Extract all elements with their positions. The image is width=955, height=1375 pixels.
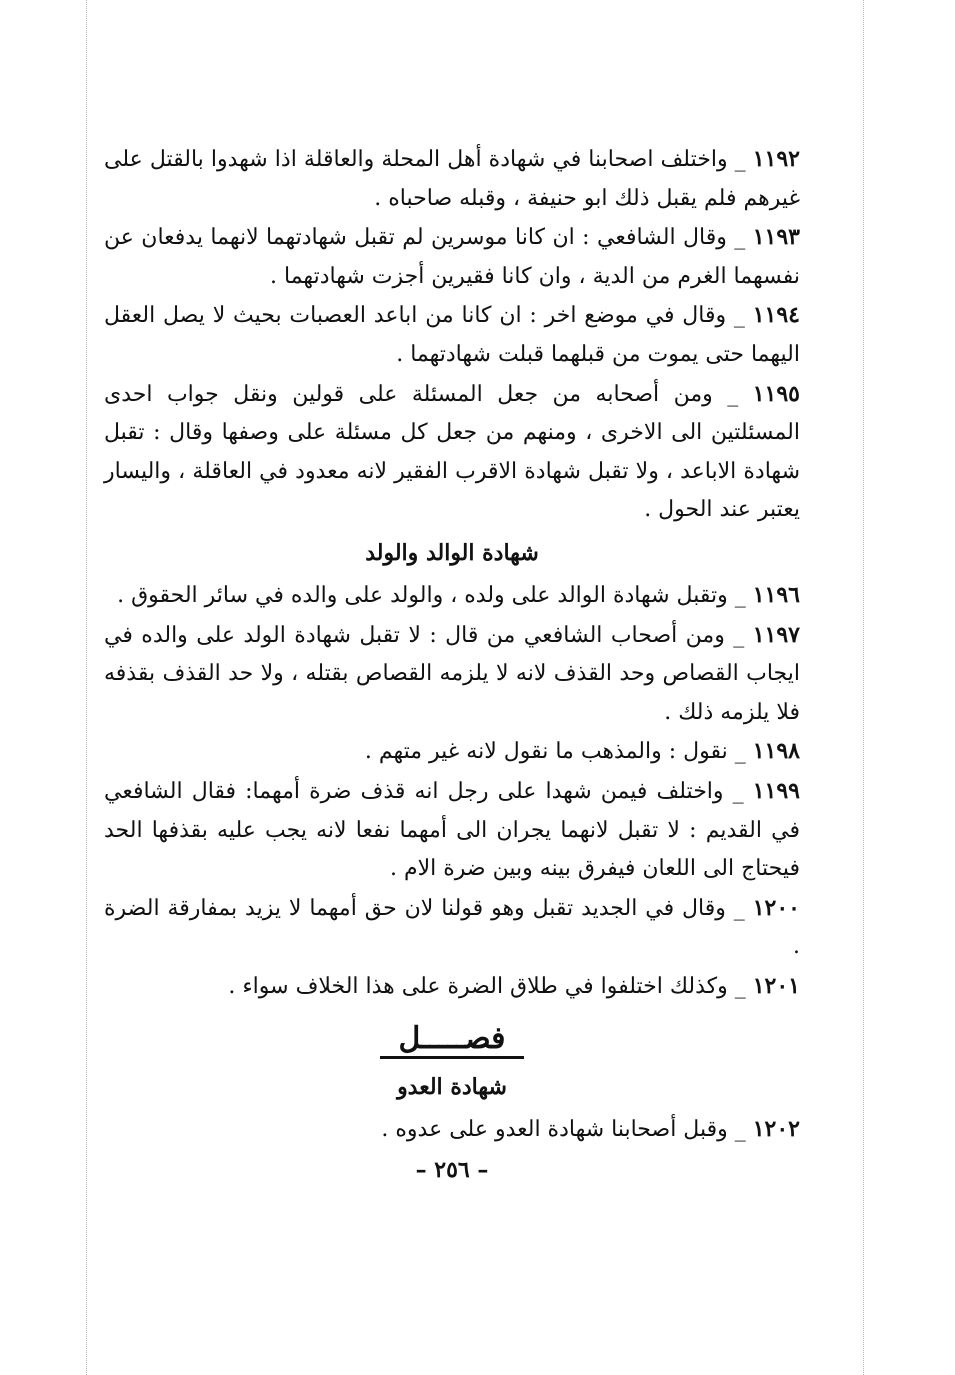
fasl-heading-text: فصـــــل	[380, 1021, 523, 1059]
paragraph-text: وقال في موضع اخر : ان كانا من اباعد العصبات بحيث لا يصل العقل اليهما حتى يموت من قبلهما قبلت شهادتهما .	[104, 303, 800, 367]
page-number: – ٢٥٦ –	[415, 1157, 489, 1184]
paragraph-text: واختلف فيمن شهدا على رجل انه قذف ضرة أمهما: فقال الشافعي في القديم : لا تقبل لانهما يجران الى أمهما نفعا لانه يجب عليه بقذفها الحد فيحتاج الى اللعان فيفرق بينه وبين ضرة الام .	[104, 778, 800, 882]
dash: _	[712, 381, 753, 407]
dash: _	[727, 147, 753, 172]
paragraph-1200	[104, 889, 800, 967]
dash: _	[724, 622, 753, 648]
paragraph-1202	[104, 1110, 800, 1150]
right-margin-guide	[863, 0, 864, 1375]
paragraph-number: ١١٩٦	[752, 581, 800, 608]
paragraph-text: واختلف اصحابنا في شهادة أهل المحلة والعاقلة اذا شهدوا بالقتل على غيرهم فلم يقبل ذلك ابو حنيفة ، وقبله صاحباه .	[104, 147, 800, 211]
paragraph-number: ١١٩٧	[752, 621, 800, 648]
paragraph-number: ١١٩٩	[752, 777, 800, 804]
page-body	[104, 140, 800, 1190]
dash: _	[725, 895, 753, 921]
paragraph-text: وقال الشافعي : ان كانا موسرين لم تقبل شهادتهما لانهما يدفعان عن نفسهما الغرم من الدية ، وان كانا فقيرين أجزت شهادتهما .	[104, 225, 800, 289]
paragraph-1201	[104, 967, 800, 1007]
paragraph-text: وقبل أصحابنا شهادة العدو على عدوه .	[381, 1117, 728, 1143]
paragraph-1198	[104, 732, 800, 772]
paragraph-text: وكذلك اختلفوا في طلاق الضرة على هذا الخلاف سواء .	[228, 973, 728, 999]
paragraph-text: ومن أصحاب الشافعي من قال : لا تقبل شهادة الولد على والده في ايجاب القصاص وحد القذف لانه لا يلزمه القصاص بقتله ، ولا حد القذف بقذفه فلا يلزمه ذلك .	[104, 622, 800, 725]
paragraph-1195	[104, 375, 800, 530]
paragraph-1194	[104, 296, 800, 374]
section-heading: شهادة الوالد والولد	[365, 539, 539, 566]
dash: _	[727, 582, 753, 608]
dash: _	[726, 225, 753, 251]
paragraph-number: ١١٩٢	[752, 146, 800, 172]
fasl-heading	[104, 1014, 800, 1064]
paragraph-number: ١٢٠٠	[752, 894, 800, 921]
paragraph-text: نقول : والمذهب ما نقول لانه غير متهم .	[364, 739, 728, 765]
paragraph-1196	[104, 576, 800, 616]
paragraph-number: ١١٩٤	[752, 302, 800, 329]
paragraph-text: وقال في الجديد تقبل وهو قولنا لان حق أمهما لا يزيد بمفارقة الضرة .	[104, 895, 800, 960]
left-margin-guide	[86, 0, 87, 1375]
paragraph-number: ١٢٠٢	[752, 1116, 800, 1143]
paragraph-number: ١١٩٣	[752, 224, 800, 251]
paragraph-number: ١٢٠١	[752, 972, 800, 999]
dash: _	[726, 303, 753, 329]
paragraph-1197	[104, 616, 800, 733]
sub-heading: شهادة العدو	[397, 1074, 507, 1101]
paragraph-text: ومن أصحابه من جعل المسئلة على قولين ونقل جواب احدى المسئلتين الى الاخرى ، ومنهم من جعل كل مسئلة على وصفها وقال : تقبل شهادة الاباعد ، ولا تقبل شهادة الاقرب الفقير لانه معدود في العاقلة ، واليسار يعتبر عند الحول .	[104, 381, 800, 523]
paragraph-text: وتقبل شهادة الوالد على ولده ، والولد على والده في سائر الحقوق .	[117, 582, 728, 608]
paragraph-number: ١١٩٥	[752, 380, 800, 407]
dash: _	[727, 739, 753, 765]
dash: _	[723, 778, 753, 804]
paragraph-1193	[104, 218, 800, 296]
paragraph-1192	[104, 140, 800, 218]
paragraph-1199	[104, 772, 800, 889]
dash: _	[727, 1117, 753, 1143]
paragraph-number: ١١٩٨	[752, 738, 800, 765]
dash: _	[727, 973, 753, 999]
